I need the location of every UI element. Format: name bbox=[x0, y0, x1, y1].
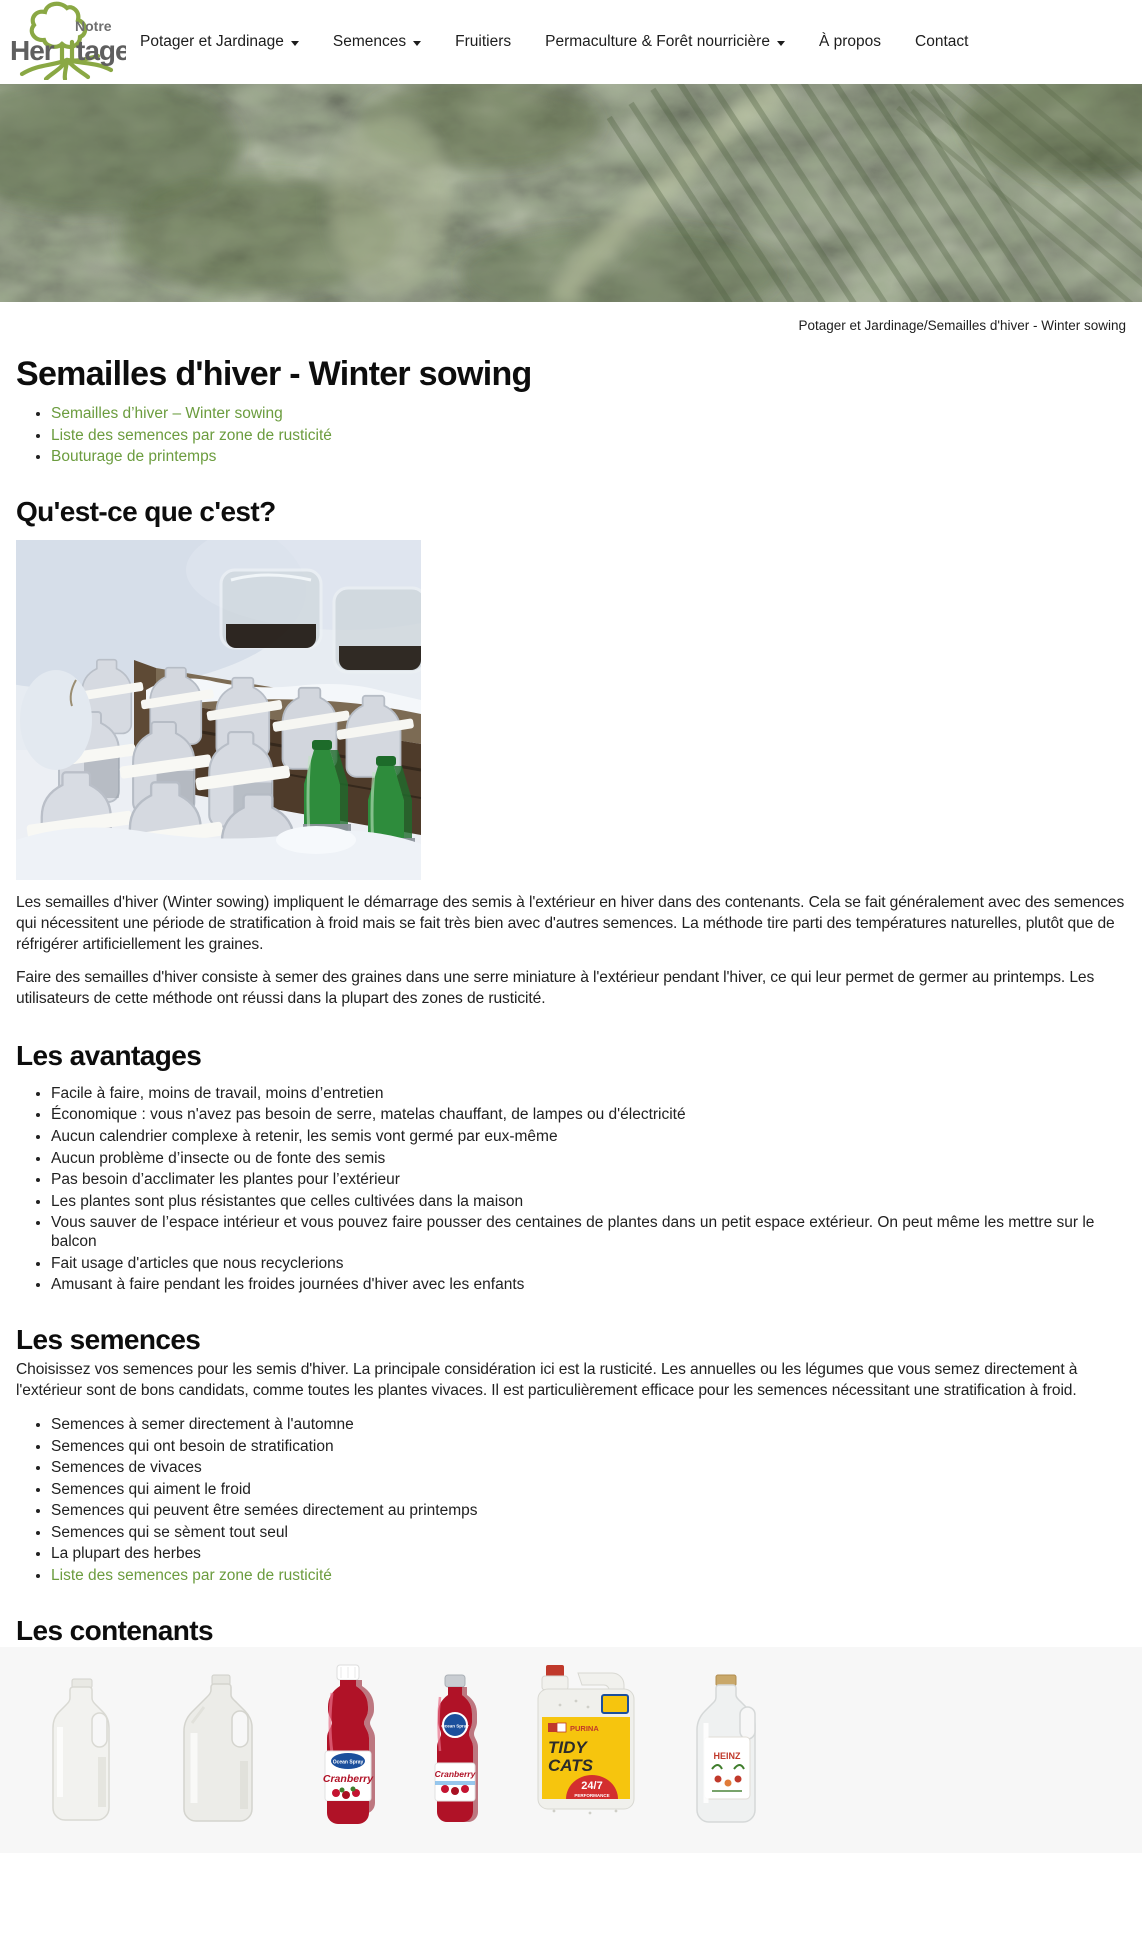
nav-item-potager[interactable] bbox=[140, 33, 299, 51]
chevron-down-icon bbox=[291, 41, 299, 46]
page-title: Semailles d'hiver - Winter sowing bbox=[16, 355, 532, 393]
list-item bbox=[51, 404, 1126, 423]
cranberry-juice-bottle-image bbox=[316, 1663, 380, 1825]
cranberry-juice-bottle-slim-image bbox=[426, 1673, 484, 1825]
list-item: • Semences de vivaces bbox=[51, 1458, 1126, 1477]
seeds-list bbox=[16, 1415, 1126, 1585]
product-label-line1: TIDY bbox=[548, 1737, 587, 1757]
list-item: • Semences qui aiment le froid bbox=[51, 1480, 1126, 1499]
nav-item-permaculture[interactable] bbox=[545, 33, 785, 51]
chevron-down-icon bbox=[413, 41, 421, 46]
winter-sowing-photo bbox=[16, 540, 421, 880]
logo-tree-icon bbox=[8, 0, 126, 80]
nav-item-semences[interactable] bbox=[333, 33, 421, 51]
product-brand-text: Ocean Spray bbox=[441, 1723, 469, 1729]
product-brand-text: PURINA bbox=[570, 1723, 599, 1733]
section-heading-contenants: Les contenants bbox=[16, 1614, 213, 1646]
section-heading-avantages: Les avantages bbox=[16, 1039, 202, 1071]
list-item: • Amusant à faire pendant les froides journées d'hiver avec les enfants bbox=[51, 1275, 1126, 1294]
list-item: • Semences qui se sèment tout seul bbox=[51, 1523, 1126, 1542]
list-item: • Fait usage d'articles que nous recyclerions bbox=[51, 1254, 1126, 1273]
list-item: • Les plantes sont plus résistantes que celles cultivées dans la maison bbox=[51, 1192, 1126, 1211]
list-item: • Semences à semer directement à l'automne bbox=[51, 1415, 1126, 1434]
tidy-cats-litter-jug-image bbox=[530, 1661, 642, 1825]
paragraph-what-2: Faire des semailles d'hiver consiste à semer des graines dans une serre miniature à l'extérieur pendant l'hiver, ce qui leur permet de germer au printemps. Les utilisateurs de cette méthode ont réussi dans la plupart des zones de rusticité. bbox=[16, 969, 1095, 1008]
nav-item-label: Semences bbox=[332, 33, 407, 50]
milk-jug-translucent-image bbox=[174, 1673, 270, 1825]
product-brand-text: Ocean Spray bbox=[332, 1759, 364, 1766]
product-badge-sub-text: PERFORMANCE bbox=[574, 1792, 610, 1798]
list-item: • Semences qui ont besoin de stratification bbox=[51, 1437, 1126, 1456]
nav-item-fruitiers[interactable] bbox=[455, 33, 511, 51]
list-item bbox=[51, 447, 1126, 466]
list-item: • La plupart des herbes bbox=[51, 1544, 1126, 1563]
list-item: • Économique : vous n'avez pas besoin de serre, matelas chauffant, de lampes ou d'électricité bbox=[51, 1105, 1126, 1124]
product-badge-text: 24/7 bbox=[581, 1779, 603, 1792]
paragraph-what-1: Les semailles d'hiver (Winter sowing) impliquent le démarrage des semis à l'extérieur en hiver dans des contenants. Cela se fait généralement avec des semences qui nécessitent une période de stratification à froid mais se fait très bien avec d'autres semences. La méthode tire parti des températures naturelles, plutôt que de réfrigérer artificiellement les graines. bbox=[16, 894, 1125, 953]
nav-item-contact[interactable] bbox=[915, 33, 968, 51]
logo-tage-text: tage bbox=[76, 34, 126, 66]
product-label-line2: CATS bbox=[548, 1755, 594, 1775]
nav-item-a-propos[interactable] bbox=[819, 33, 881, 51]
main-content bbox=[0, 318, 1142, 1647]
site-logo[interactable] bbox=[8, 0, 126, 85]
nav-item-label: Contact bbox=[915, 33, 969, 50]
link-liste-semences[interactable]: Liste des semences par zone de rusticité bbox=[51, 426, 332, 444]
advantages-list bbox=[16, 1084, 1126, 1295]
nav-item-label: Potager et Jardinage bbox=[140, 33, 284, 50]
containers-products-row bbox=[0, 1647, 1142, 1853]
list-item bbox=[51, 1566, 1126, 1585]
breadcrumb: Potager et Jardinage/Semailles d'hiver - Winter sowing bbox=[798, 318, 1126, 333]
list-item: • Semences qui peuvent être semées directement au printemps bbox=[51, 1501, 1126, 1520]
paragraph-semences: Choisissez vos semences pour les semis d'hiver. La principale considération ici est la rusticité. Les annuelles ou les légumes que vous semez directement à l'extérieur sont de bons candidats, comme toutes les plantes vivaces. Il est particulièrement efficace pour les semences nécessitant une stratification à froid. bbox=[16, 1361, 1078, 1400]
product-label-text: Cranberry bbox=[434, 1768, 476, 1779]
milk-jug-image bbox=[40, 1677, 128, 1825]
chevron-down-icon bbox=[777, 41, 785, 46]
link-liste-semences-bottom[interactable]: Liste des semences par zone de rusticité bbox=[51, 1566, 332, 1584]
main-nav bbox=[140, 33, 968, 51]
section-heading-semences: Les semences bbox=[16, 1324, 201, 1356]
site-header bbox=[0, 0, 1142, 84]
hero-farm-field-image bbox=[0, 84, 1142, 302]
logo-notre-text: Notre bbox=[75, 17, 112, 34]
logo-her-text: Her bbox=[10, 34, 54, 66]
link-bouturage[interactable]: Bouturage de printemps bbox=[51, 448, 217, 466]
list-item: • Facile à faire, moins de travail, moins d’entretien bbox=[51, 1084, 1126, 1103]
top-links-list bbox=[16, 404, 1126, 466]
product-label-text: Cranberry bbox=[322, 1772, 374, 1785]
heinz-vinegar-jug-image bbox=[688, 1673, 770, 1825]
product-brand-text: HEINZ bbox=[713, 1750, 741, 1761]
nav-item-label: Permaculture & Forêt nourricière bbox=[545, 33, 770, 50]
link-semailles-hiver[interactable]: Semailles d’hiver – Winter sowing bbox=[51, 405, 283, 422]
nav-item-label: Fruitiers bbox=[455, 33, 512, 50]
list-item bbox=[51, 426, 1126, 445]
list-item: • Aucun calendrier complexe à retenir, les semis vont germé par eux-même bbox=[51, 1127, 1126, 1146]
list-item: • Vous sauver de l’espace intérieur et vous pouvez faire pousser des centaines de plantes dans un petit espace extérieur. On peut même les mettre sur le balcon bbox=[51, 1213, 1126, 1251]
list-item: • Pas besoin d’acclimater les plantes pour l’extérieur bbox=[51, 1170, 1126, 1189]
section-heading-quest-ce: Qu'est-ce que c'est? bbox=[16, 496, 276, 528]
nav-item-label: À propos bbox=[818, 33, 882, 50]
list-item: • Aucun problème d’insecte ou de fonte des semis bbox=[51, 1149, 1126, 1168]
